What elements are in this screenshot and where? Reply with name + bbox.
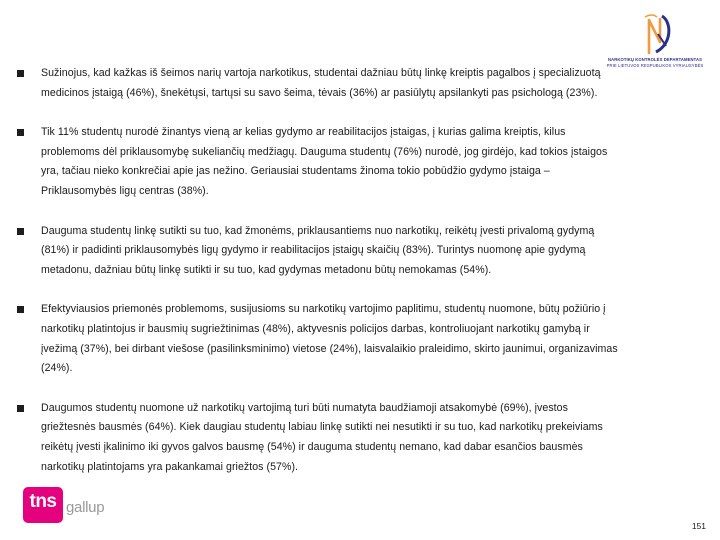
ntakd-logo-subtitle: PRIE LIETUVOS RESPUBLIKOS VYRIAUSYBĖS	[606, 63, 704, 68]
bullet-line: medicinos įstaigą (46%), šnekėtųsi, tartųsi su savo šeima, tėvais (36%) ar pasiūlytų apsilankyti pas psichologą (23%).	[41, 86, 598, 99]
ntakd-emblem-icon	[600, 12, 710, 58]
bullet-line: reikėtų įvesti įkalinimo iki gyvos galvos bausmę (54%) ir dauguma studentų nemano, kad dabar esančios bausmės	[41, 440, 583, 453]
bullet-line: metadonu, dažniau būtų linkę sutikti ir su tuo, kad gydymas metadonu būtų nemokamas (54%).	[41, 263, 492, 276]
bullet-square-icon	[17, 306, 24, 313]
ntakd-logo	[600, 12, 710, 68]
bullet-square-icon	[17, 70, 24, 77]
bullet-line: Priklausomybės ligų centras (38%).	[41, 184, 209, 197]
bullet-line: (24%).	[41, 362, 73, 375]
tns-gallup-logo	[23, 487, 123, 523]
bullet-line: Dauguma studentų linkę sutikti su tuo, kad žmonėms, priklausantiems nuo narkotikų, reikėtų įvesti privalomą gydymą	[41, 224, 595, 237]
page-number: 151	[691, 521, 706, 531]
findings-list	[14, 64, 694, 497]
bullet-line: Daugumos studentų nuomone už narkotikų vartojimą turi būti numatyta baudžiamoji atsakomybė (69%), įvestos	[41, 401, 568, 414]
bullet-square-icon	[17, 228, 24, 235]
bullet-line: Tik 11% studentų nurodė žinantys vieną ar kelias gydymo ar reabilitacijos įstaigas, į kurias galima kreiptis, kilus	[41, 126, 566, 139]
bullet-line: įvežimą (37%), bei dirbant viešose (pasilinksminimo) vietose (24%), laisvalaikio praleidimo, skirto jaunimui, organizavimas	[41, 342, 618, 355]
list-item	[14, 222, 694, 281]
tns-logo-box	[23, 487, 63, 523]
bullet-line: narkotikų platintojus ir bausmių sugriežtinimas (48%), aktyvesnis policijos darbas, kontroliuojant narkotikų gamybą ir	[41, 322, 590, 335]
bullet-line: narkotikų platintojams yra pakankamai griežtos (57%).	[41, 460, 299, 473]
gallup-logo-text: gallup	[66, 499, 105, 516]
bullet-line: griežtesnės bausmės (64%). Kiek daugiau studentų labiau linkę sutikti nei nesutikti ir su tuo, kad narkotikų prekeiviams	[41, 421, 603, 434]
tns-logo-text: tns	[29, 491, 57, 512]
bullet-line: Efektyviausios priemonės problemoms, susijusioms su narkotikų vartojimo paplitimu, studentų nuomone, būtų požiūrio į	[41, 303, 606, 316]
bullet-line: Sužinojus, kad kažkas iš šeimos narių vartoja narkotikus, studentai dažniau būtų linkę kreiptis pagalbos į specializuotą	[41, 67, 601, 79]
bullet-line: (81%) ir padidinti priklausomybės ligų gydymo ir reabilitacijos įstaigų skaičių (83%). Turintys nuomonę apie gydymą	[41, 244, 586, 257]
ntakd-logo-title: NARKOTIKŲ KONTROLĖS DEPARTAMENTAS	[607, 57, 703, 62]
bullet-line: yra, tačiau nieko konkrečiai apie jas nežino. Geriausiai studentams žinoma tokio pobūdžio gydymo įstaiga –	[41, 165, 550, 178]
list-item	[14, 300, 694, 378]
bullet-square-icon	[17, 405, 24, 412]
list-item	[14, 64, 694, 103]
bullet-square-icon	[17, 129, 24, 136]
tns-dots-icon	[33, 514, 48, 532]
list-item	[14, 123, 694, 201]
bullet-line: problemoms dėl priklausomybę sukeliančių medžiagų. Dauguma studentų (76%) nurodė, jog girdėjo, kad tokios įstaigos	[41, 145, 608, 158]
list-item	[14, 399, 694, 477]
